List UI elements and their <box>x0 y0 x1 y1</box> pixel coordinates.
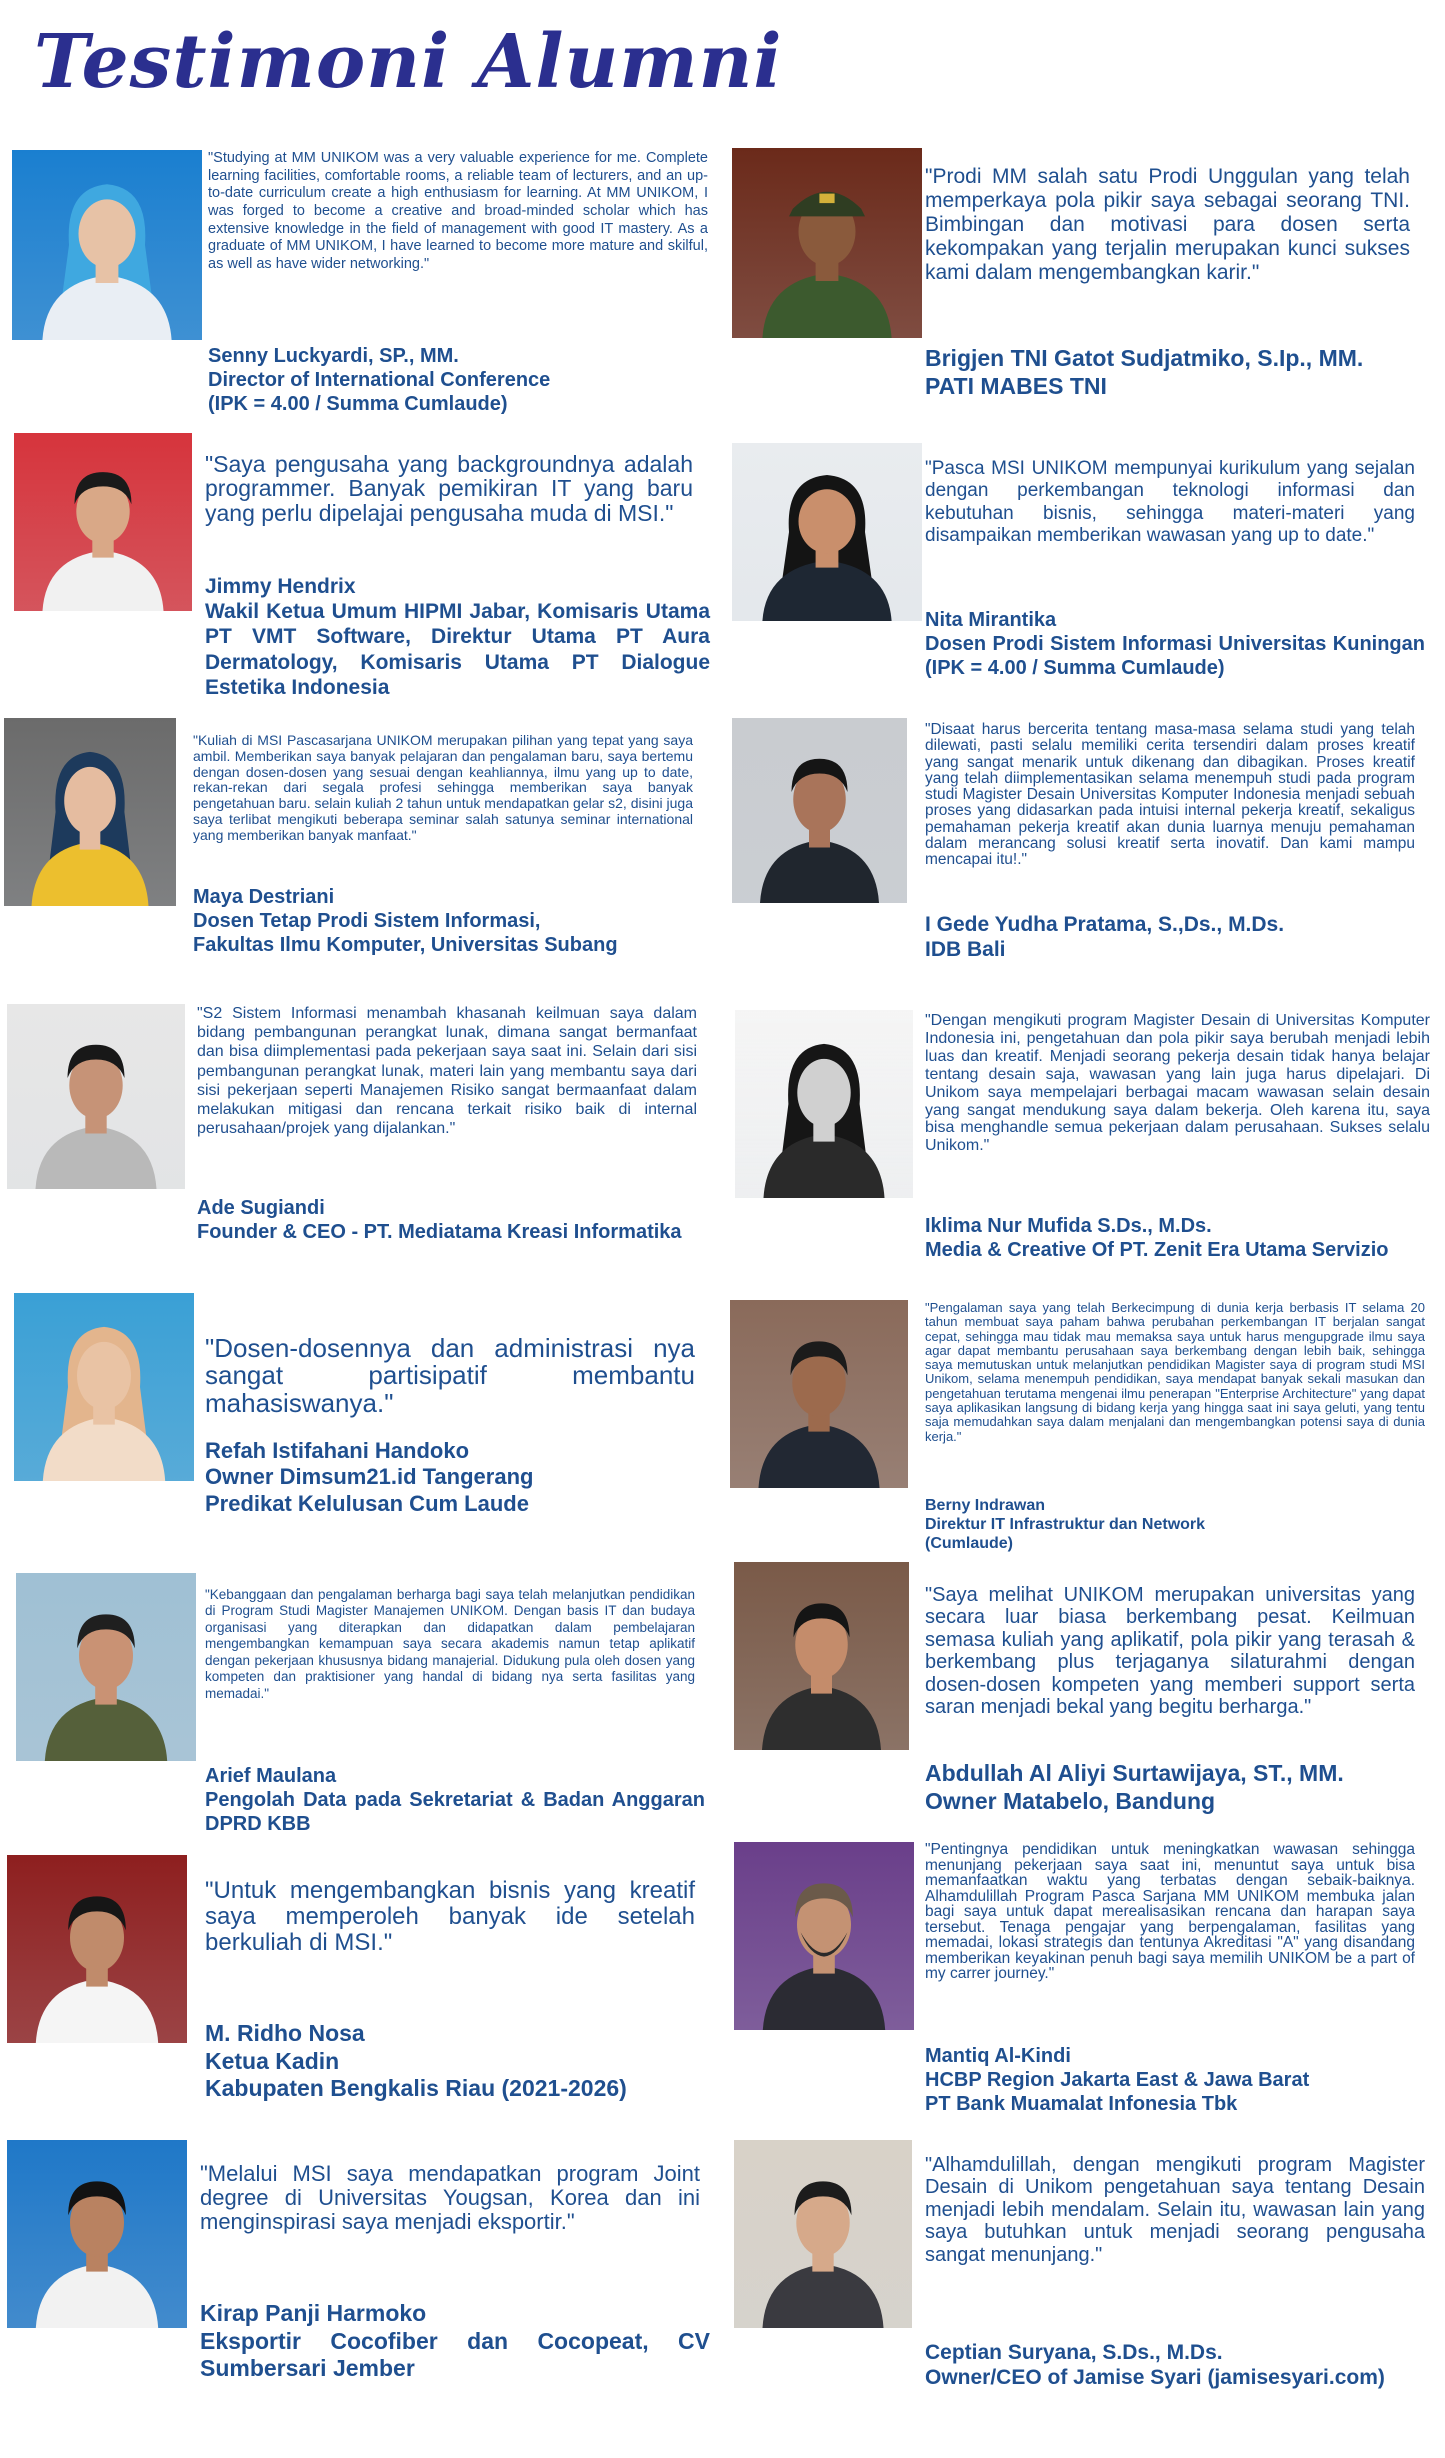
alumni-position: Dosen Tetap Prodi Sistem Informasi, <box>193 910 541 932</box>
alumni-position: Fakultas Ilmu Komputer, Universitas Subang <box>193 934 618 956</box>
alumni-photo <box>4 718 176 906</box>
alumni-position: Ketua Kadin <box>205 2047 340 2074</box>
alumni-position: Founder & CEO - PT. Mediatama Kreasi Informatika <box>197 1221 682 1243</box>
testimonial-quote: "S2 Sistem Informasi menambah khasanah keilmuan saya dalam bidang pembangunan perangkat lunak, dimana sangat bermanfaat dan bisa diimplementasi pada pekerjaan saya saat ini. Selain dari sisi pembangunan perangkat lunak, materi lain yang membantu saya dari sisi pekerjaan seperti Manajemen Risiko sangat bermaanfaat dalam melakukan mitigasi dan rencana terkait risiko baik di internal perusahaan/projek yang dijalankan." <box>197 1005 697 1138</box>
testimonial-quote: "Saya pengusaha yang backgroundnya adalah programmer. Banyak pemikiran IT yang baru yang perlu dipelajai pengusaha muda di MSI." <box>205 451 693 526</box>
alumni-photo <box>734 1562 909 1750</box>
alumni-signature <box>205 1764 705 1836</box>
alumni-photo <box>732 718 907 903</box>
alumni-photo <box>734 2140 912 2328</box>
alumni-signature <box>205 1438 705 1517</box>
alumni-position: IDB Bali <box>925 938 1006 962</box>
alumni-position: Kabupaten Bengkalis Riau (2021-2026) <box>205 2075 627 2102</box>
alumni-position: Owner Matabelo, Bandung <box>925 1787 1216 1814</box>
alumni-signature <box>197 1196 707 1244</box>
testimonial-quote: "Studying at MM UNIKOM was a very valuable experience for me. Complete learning facilities, comfortable rooms, a reliable team of lecturers, and an up-to-date curriculum create a high enthusiasm for learning. At MM UNIKOM, I was forged to become a creative and broad-minded scholar which has extensive knowledge in the field of management with good IT mastery. As a graduate of MM UNIKOM, I have learned to become more mature and skilful, as well as have wider networking." <box>208 150 708 273</box>
alumni-photo <box>16 1573 196 1761</box>
testimonial-quote: "Kuliah di MSI Pascasarjana UNIKOM merupakan pilihan yang tepat yang saya ambil. Memberikan saya banyak pelajaran dan pengalaman baru, saya bertemu dengan dosen-dosen yang sesuai dengan keahliannya, ilmu yang up to date, rekan-rekan dari segala profesi sehingga memberikan saya banyak pengetahuan baru. selain kuliah 2 tahun untuk mendapatkan gelar s2, disini juga saya terlibat mengikuti beberapa seminar salah satunya seminar international yang memberikan banyak manfaat." <box>193 732 693 843</box>
alumni-signature <box>925 608 1425 680</box>
alumni-name: Ade Sugiandi <box>197 1197 325 1219</box>
alumni-name: Senny Luckyardi, SP., MM. <box>208 345 459 367</box>
alumni-signature <box>205 574 710 700</box>
testimonial-quote: "Dosen-dosennya dan administrasi nya sangat partisipatif membantu mahasiswanya." <box>205 1333 695 1418</box>
alumni-photo <box>14 1293 194 1481</box>
alumni-signature <box>208 344 708 416</box>
alumni-photo <box>7 2140 187 2328</box>
testimonial-quote: "Saya melihat UNIKOM merupakan universitas yang secara luar biasa berkembang pesat. Keilmuan semasa kuliah yang aplikatif, pola pikir yang terasah & berkembang plus terjaganya silaturahmi dengan dosen-dosen kompeten yang memberi support serta saran menjadi bekal yang begitu berharga." <box>925 1584 1415 1718</box>
alumni-signature <box>205 2020 705 2103</box>
alumni-signature <box>925 1496 1405 1554</box>
alumni-photo <box>7 1004 185 1189</box>
alumni-position: (IPK = 4.00 / Summa Cumlaude) <box>208 393 508 415</box>
alumni-signature <box>925 912 1415 962</box>
alumni-photo <box>735 1010 913 1198</box>
alumni-name: Refah Istifahani Handoko <box>205 1438 470 1463</box>
alumni-name: Mantiq Al-Kindi <box>925 2045 1071 2067</box>
alumni-signature <box>925 1214 1425 1262</box>
alumni-name: Kirap Panji Harmoko <box>200 2300 427 2326</box>
alumni-name: Berny Indrawan <box>925 1497 1046 1514</box>
testimonial-quote: "Dengan mengikuti program Magister Desain di Universitas Komputer Indonesia ini, pengetahuan dan pola pikir saya berubah menjadi lebih luas dan kreatif. Menjadi seorang pekerja desain tidak hanya belajar tentang desain saja, wawasan yang lain juga harus dipelajari. Di Unikom saya mempelajari berbagai macam wawasan selain desain yang sangat mendukung saya dalam bekerja. Oleh karena itu, saya bisa menghandle semua pekerjaan dalam perusahaan. Sukses selalu Unikom." <box>925 1012 1430 1155</box>
alumni-signature <box>925 2340 1425 2390</box>
alumni-name: Brigjen TNI Gatot Sudjatmiko, S.Ip., MM. <box>925 345 1364 371</box>
alumni-photo <box>12 150 202 340</box>
testimonial-quote: "Prodi MM salah satu Prodi Unggulan yang telah memperkaya pola pikir saya sebagai seorang TNI. Bimbingan dan motivasi para dosen serta kekompakan yang terjalin merupakan kunci sukses kami dalam mengembangkan karir." <box>925 165 1410 284</box>
testimonial-quote: "Alhamdulillah, dengan mengikuti program Magister Desain di Unikom pengetahuan saya tentang Desain menjadi lebih mendalam. Selain itu, wawasan lain yang saya butuhkan untuk menjadi seorang pengusaha sangat menunjang." <box>925 2154 1425 2266</box>
alumni-position: Owner Dimsum21.id Tangerang <box>205 1464 534 1490</box>
page-title: Testimoni Alumni <box>34 19 783 105</box>
alumni-position: (Cumlaude) <box>925 1535 1013 1553</box>
alumni-position: PT Bank Muamalat Infonesia Tbk <box>925 2093 1238 2115</box>
testimonial-quote: "Untuk mengembangkan bisnis yang kreatif saya memperoleh banyak ide setelah berkuliah di MSI." <box>205 1877 695 1956</box>
alumni-name: Iklima Nur Mufida S.Ds., M.Ds. <box>925 1215 1212 1237</box>
alumni-photo <box>14 433 192 611</box>
alumni-photo <box>7 1855 187 2043</box>
alumni-photo <box>732 148 922 338</box>
alumni-signature <box>925 345 1410 400</box>
alumni-signature <box>925 1760 1425 1815</box>
alumni-signature <box>200 2300 710 2383</box>
testimonial-quote: "Pasca MSI UNIKOM mempunyai kurikulum yang sejalan dengan perkembangan teknologi informasi dan kebutuhan bisnis, sehingga materi-materi yang disampaikan memberikan wawasan yang up to date." <box>925 458 1415 547</box>
testimonial-quote: "Melalui MSI saya mendapatkan program Joint degree di Universitas Yougsan, Korea dan ini menginspirasi saya menjadi eksportir." <box>200 2161 700 2234</box>
alumni-position: PATI MABES TNI <box>925 372 1107 399</box>
testimonial-quote: "Kebanggaan dan pengalaman berharga bagi saya telah melanjutkan pendidikan di Program Studi Magister Manajemen UNIKOM. Dengan basis IT dan budaya organisasi yang diterapkan dan didapatkan dalam pembelajaran mengembangkan kemampuan saya secara akademis namun tetap aplikatif dengan pekerjaan khususnya bidang manajerial. Didukung pula oleh dosen yang kompeten dan praktisioner yang handal di bidang nya serta fasilitas yang memadai." <box>205 1587 695 1701</box>
alumni-name: I Gede Yudha Pratama, S.,Ds., M.Ds. <box>925 913 1285 936</box>
alumni-photo <box>730 1300 908 1488</box>
alumni-photo <box>732 443 922 621</box>
testimonial-quote: "Pengalaman saya yang telah Berkecimpung di dunia kerja berbasis IT selama 20 tahun membuat saya paham bahwa perubahan perkembangan IT berjalan sangat cepat, sehingga mau tidak mau memaksa saya untuk harus mengupgrade ilmu saya agar dapat membantu perusahaan saya berkembang dengan lebih baik, sehingga saya memutuskan untuk melanjutkan pendidikan Magister saya di program studi MSI Unikom, selama menempuh pendidikan, saya mendapat banyak sekali masukan dan pengetahuan terutama mengenai ilmu penerapan "Enterprise Architecture" yang dapat saya aplikasikan langsung di bidang kerja yang hingga saat ini saya geluti, yang tentu saja memudahkan saya dalam menjalani dan mengembangkan potensi saya di dunia kerja." <box>925 1300 1425 1444</box>
testimonial-quote: "Pentingnya pendidikan untuk meningkatkan wawasan sehingga menunjang pekerjaan saya saat ini, menuntut saya untuk bisa memanfaatkan waktu yang terbatas dengan sebaik-baiknya. Alhamdulillah Program Pasca Sarjana MM UNIKOM membuka jalan bagi saya untuk dapat merealisasikan rencana dan harapan saya tersebut. Tenaga pengajar yang berpengalaman, fasilitas yang memadai, lokasi strategis dan tentunya Akreditasi "A" yang disandang memberikan keyakinan penuh bagi saya memilih UNIKOM be a part of my carrer journey." <box>925 1841 1415 1982</box>
alumni-name: M. Ridho Nosa <box>205 2020 365 2046</box>
alumni-position: Media & Creative Of PT. Zenit Era Utama Servizio <box>925 1239 1389 1261</box>
alumni-position: Direktur IT Infrastruktur dan Network <box>925 1516 1206 1534</box>
alumni-position: HCBP Region Jakarta East & Jawa Barat <box>925 2069 1310 2091</box>
alumni-signature <box>193 885 693 957</box>
alumni-position: Dosen Prodi Sistem Informasi Universitas Kuningan (IPK = 4.00 / Summa Cumlaude) <box>925 633 1425 679</box>
alumni-name: Maya Destriani <box>193 886 335 908</box>
alumni-position: Eksportir Cocofiber dan Cocopeat, CV Sumbersari Jember <box>200 2327 710 2382</box>
alumni-position: Owner/CEO of Jamise Syari (jamisesyari.com) <box>925 2366 1385 2390</box>
alumni-name: Jimmy Hendrix <box>205 575 356 598</box>
alumni-name: Ceptian Suryana, S.Ds., M.Ds. <box>925 2341 1223 2364</box>
testimonial-quote: "Disaat harus bercerita tentang masa-masa selama studi yang telah dilewati, pasti selalu memiliki cerita tersendiri dalam proses kreatif yang sangat menarik untuk dikenang dan dibagikan. Proses kreatif yang telah diimplementasikan selama menempuh studi pada program studi Magister Desain Universitas Komputer Indonesia menjadi sebuah proses yang didasarkan pada intuisi internal pekerja kreatif, sekaligus pemahaman pekerja kreatif akan dunia luarnya menuju pemahaman dalam merancang solusi kreatif serta inovatif. Dan kami mampu mencapai itu!." <box>925 721 1415 869</box>
alumni-photo <box>734 1842 914 2030</box>
alumni-signature <box>925 2044 1405 2116</box>
alumni-name: Arief Maulana <box>205 1765 337 1787</box>
alumni-position: Predikat Kelulusan Cum Laude <box>205 1490 529 1516</box>
alumni-name: Abdullah Al Aliyi Surtawijaya, ST., MM. <box>925 1760 1344 1786</box>
alumni-position: Pengolah Data pada Sekretariat & Badan Anggaran DPRD KBB <box>205 1789 705 1835</box>
alumni-position: Wakil Ketua Umum HIPMI Jabar, Komisaris Utama PT VMT Software, Direktur Utama PT Aura Dermatology, Komisaris Utama PT Dialogue Estetika Indonesia <box>205 600 710 699</box>
alumni-name: Nita Mirantika <box>925 609 1057 631</box>
alumni-position: Director of International Conference <box>208 369 551 391</box>
